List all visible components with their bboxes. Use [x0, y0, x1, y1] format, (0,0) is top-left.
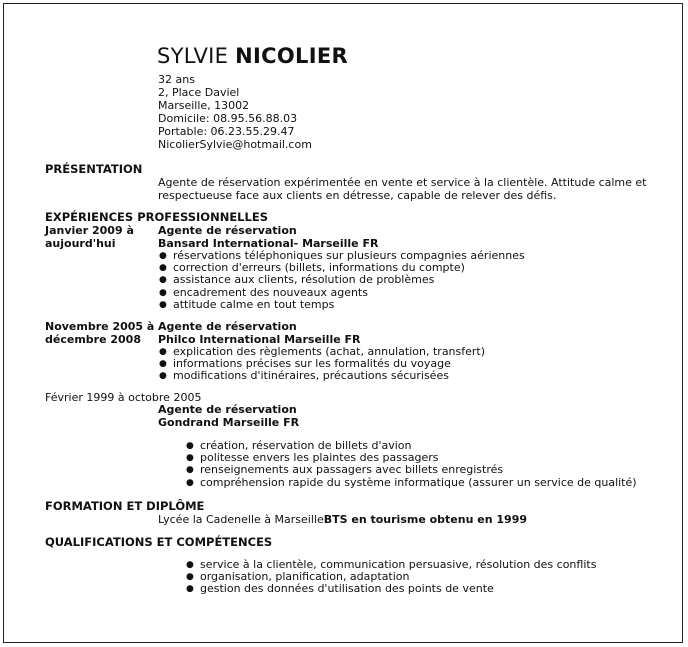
list-item: ● gestion des données d'utilisation des points de vente — [185, 583, 596, 595]
contact-email[interactable]: NicolierSylvie@hotmail.com — [158, 138, 312, 152]
job-bullets — [158, 346, 485, 383]
education-entry — [158, 514, 527, 527]
job-company: Philco International Marseille FR — [158, 332, 361, 346]
list-item: ● réservations téléphoniques sur plusieurs compagnies aériennes — [158, 250, 525, 262]
first-name: SYLVIE — [157, 44, 229, 68]
section-title-skills: QUALIFICATIONS ET COMPÉTENCES — [45, 535, 273, 549]
education-school: Lycée la Cadenelle à Marseille — [158, 513, 324, 526]
list-item: ● organisation, planification, adaptation — [185, 571, 596, 583]
job-3-bullets — [185, 440, 637, 489]
presentation-line: Agente de réservation expérimentée en vente et service à la clientèle. Attitude calme et — [158, 176, 647, 189]
contact-street: 2, Place Daviel — [158, 86, 240, 100]
list-item: ● renseignements aux passagers avec billets enregistrés — [185, 464, 637, 476]
job-date-start: Novembre 2005 à — [45, 320, 155, 333]
job-role: Agente de réservation — [158, 320, 297, 333]
presentation-text — [158, 177, 647, 202]
list-item: ● compréhension rapide du système informatique (assurer un service de qualité) — [185, 477, 637, 489]
job-company: Bansard International- Marseille FR — [158, 236, 379, 250]
presentation-line: respectueuse face aux clients en détresse, capable de relever des défis. — [158, 188, 557, 202]
list-item: ● explication des règlements (achat, annulation, transfert) — [158, 346, 485, 358]
job-role: Agente de réservation — [158, 403, 297, 416]
contact-home-phone: Domicile: 08.95.56.88.03 — [158, 112, 298, 126]
section-title-presentation: PRÉSENTATION — [45, 162, 143, 176]
list-item: ● modifications d'itinéraires, précautions sécurisées — [158, 370, 485, 382]
job-1-dates — [45, 225, 134, 250]
list-item: ● encadrement des nouveaux agents — [158, 287, 525, 299]
section-title-education: FORMATION ET DIPLÔME — [45, 499, 205, 513]
job-date-end: décembre 2008 — [45, 332, 141, 346]
list-item: ● création, réservation de billets d'avion — [185, 440, 637, 452]
contact-city: Marseille, 13002 — [158, 99, 250, 113]
job-2 — [158, 321, 485, 383]
job-3 — [158, 404, 299, 429]
contact-mobile-phone: Portable: 06.23.55.29.47 — [158, 125, 295, 139]
candidate-name — [157, 44, 348, 68]
list-item: ● politesse envers les plaintes des passagers — [185, 452, 637, 464]
list-item: ● service à la clientèle, communication persuasive, résolution des conflits — [185, 559, 596, 571]
list-item: ● informations précises sur les formalités du voyage — [158, 358, 485, 370]
list-item: ● attitude calme en tout temps — [158, 299, 525, 311]
job-1 — [158, 225, 525, 311]
list-item: ● assistance aux clients, résolution de problèmes — [158, 274, 525, 286]
education-degree: BTS en tourisme obtenu en 1999 — [323, 513, 527, 526]
section-title-experience: EXPÉRIENCES PROFESSIONNELLES — [45, 210, 268, 224]
last-name: NICOLIER — [235, 44, 348, 68]
job-role: Agente de réservation — [158, 224, 297, 237]
contact-age: 32 ans — [158, 73, 195, 86]
contact-block — [158, 73, 312, 152]
job-date-end: aujourd'hui — [45, 236, 116, 250]
list-item: ● correction d'erreurs (billets, informations du compte) — [158, 262, 525, 274]
skills-bullets — [185, 559, 596, 596]
job-3-dates: Février 1999 à octobre 2005 — [45, 391, 202, 404]
job-bullets — [158, 250, 525, 311]
job-date-start: Janvier 2009 à — [45, 224, 134, 237]
job-company: Gondrand Marseille FR — [158, 415, 300, 429]
job-2-dates — [45, 321, 154, 346]
